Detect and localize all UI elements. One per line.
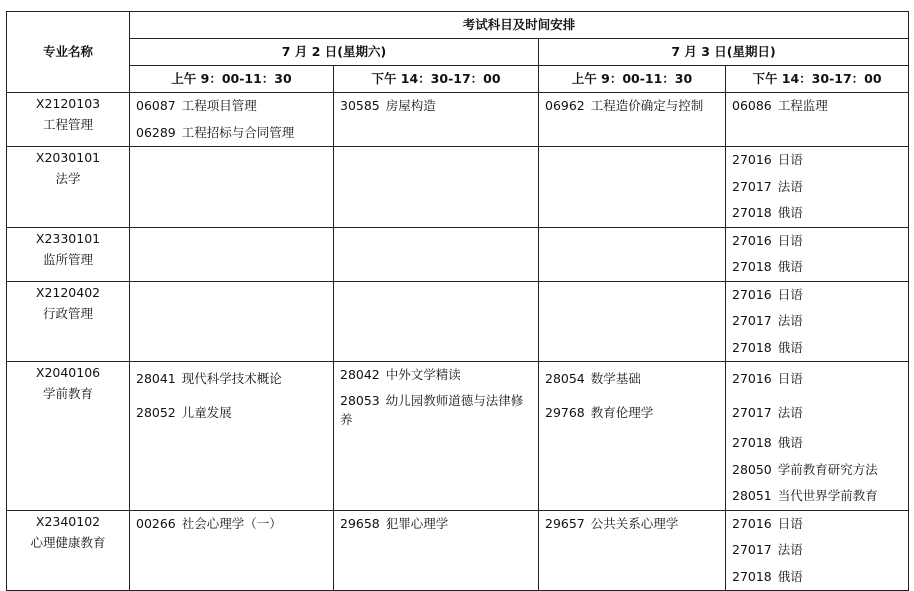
- course-name: 俄语: [777, 205, 803, 221]
- major-code: X2030101: [35, 150, 101, 165]
- course-code: 28054: [545, 371, 585, 387]
- course-code: 06289: [136, 124, 176, 140]
- table-row: [7, 281, 909, 362]
- course-code: 27018: [732, 259, 772, 275]
- major-cell: [7, 147, 130, 228]
- course-name: 日语: [777, 286, 803, 302]
- course-name: 幼儿园教师道德与法律修养: [340, 392, 524, 427]
- course-name: 数学基础: [590, 371, 641, 387]
- course-code: 27017: [732, 313, 772, 329]
- slot-cell: [130, 93, 334, 147]
- slot-cell: [726, 227, 909, 281]
- major-cell: [7, 281, 130, 362]
- slot-cell: [726, 510, 909, 591]
- slot-header-4: 下午 14：30-17：00: [726, 66, 909, 93]
- course-name: 法语: [777, 542, 803, 558]
- slot-cell: [130, 281, 334, 362]
- course-code: 27018: [732, 205, 772, 221]
- course-code: 06962: [545, 98, 585, 114]
- course-code: 27018: [732, 339, 772, 355]
- slot-header-2: 下午 14：30-17：00: [334, 66, 539, 93]
- course-code: 27016: [732, 515, 772, 531]
- day-header-2: 7 月 3 日(星期日): [539, 39, 909, 66]
- slot-header-1: 上午 9：00-11：30: [130, 66, 334, 93]
- table-row: [7, 362, 909, 511]
- exam-schedule-table: [6, 11, 909, 591]
- course-code: 27018: [732, 435, 772, 451]
- course-code: 28053: [340, 392, 380, 408]
- slot-cell: [539, 93, 726, 147]
- course-name: 犯罪心理学: [385, 515, 449, 531]
- course-name: 房屋构造: [385, 98, 436, 114]
- slot-cell: [539, 227, 726, 281]
- major-name: 工程管理: [42, 117, 93, 132]
- major-code: X2330101: [35, 230, 101, 246]
- course-name: 当代世界学前教育: [777, 488, 878, 504]
- slot-cell: [130, 510, 334, 591]
- major-code: X2340102: [35, 513, 101, 529]
- table-row: [7, 93, 909, 147]
- major-name: 心理健康教育: [30, 534, 106, 550]
- day-header-1: 7 月 2 日(星期六): [130, 39, 539, 66]
- slot-cell: [539, 362, 726, 511]
- course-code: 28042: [340, 367, 380, 383]
- course-code: 28050: [732, 461, 772, 477]
- course-code: 29657: [545, 515, 585, 531]
- slot-cell: [334, 227, 539, 281]
- course-code: 29768: [545, 405, 585, 421]
- major-name: 监所管理: [42, 251, 93, 267]
- table-row: [7, 510, 909, 591]
- course-name: 法语: [777, 405, 803, 421]
- slot-cell: [334, 147, 539, 228]
- course-name: 俄语: [777, 568, 803, 584]
- major-cell: [7, 93, 130, 147]
- slot-cell: [334, 93, 539, 147]
- course-name: 公共关系心理学: [590, 515, 679, 531]
- major-code: X2120402: [35, 284, 101, 300]
- course-code: 06087: [136, 98, 176, 114]
- course-code: 27016: [732, 152, 772, 168]
- slot-cell: [539, 147, 726, 228]
- course-code: 27017: [732, 542, 772, 558]
- slot-cell: [726, 281, 909, 362]
- major-column-header: 专业名称: [7, 12, 130, 93]
- slot-cell: [130, 147, 334, 228]
- major-cell: [7, 227, 130, 281]
- slot-cell: [726, 93, 909, 147]
- course-code: 27016: [732, 232, 772, 248]
- course-code: 28051: [732, 488, 772, 504]
- course-name: 日语: [777, 232, 803, 248]
- major-code: X2120103: [35, 96, 101, 111]
- table-row: [7, 227, 909, 281]
- course-name: 工程招标与合同管理: [181, 124, 295, 140]
- course-code: 27016: [732, 371, 772, 387]
- slot-cell: [539, 510, 726, 591]
- course-name: 工程监理: [777, 98, 828, 114]
- slot-cell: [334, 510, 539, 591]
- course-code: 00266: [136, 515, 176, 531]
- major-cell: [7, 510, 130, 591]
- slot-cell: [130, 227, 334, 281]
- course-name: 日语: [777, 152, 803, 168]
- major-cell: [7, 362, 130, 511]
- course-name: 法语: [777, 313, 803, 329]
- course-name: 工程造价确定与控制: [590, 98, 704, 114]
- slot-cell: [334, 362, 539, 511]
- course-code: 28041: [136, 371, 176, 387]
- course-name: 俄语: [777, 339, 803, 355]
- course-name: 俄语: [777, 435, 803, 451]
- course-name: 现代科学技术概论: [181, 371, 282, 387]
- slot-cell: [334, 281, 539, 362]
- course-name: 中外文学精读: [385, 367, 461, 383]
- major-name: 行政管理: [42, 305, 93, 321]
- course-code: 27018: [732, 568, 772, 584]
- course-name: 俄语: [777, 259, 803, 275]
- slot-cell: [539, 281, 726, 362]
- slot-header-3: 上午 9：00-11：30: [539, 66, 726, 93]
- course-code: 27017: [732, 405, 772, 421]
- course-code: 27017: [732, 178, 772, 194]
- course-code: 06086: [732, 98, 772, 114]
- course-code: 27016: [732, 286, 772, 302]
- course-name: 工程项目管理: [181, 98, 257, 114]
- course-code: 29658: [340, 515, 380, 531]
- major-name: 学前教育: [42, 386, 93, 401]
- course-name: 日语: [777, 515, 803, 531]
- course-name: 学前教育研究方法: [777, 461, 878, 477]
- slot-cell: [726, 147, 909, 228]
- major-name: 法学: [55, 171, 81, 186]
- course-name: 教育伦理学: [590, 405, 654, 421]
- course-code: 28052: [136, 405, 176, 421]
- course-code: 30585: [340, 98, 380, 114]
- major-code: X2040106: [35, 365, 101, 380]
- course-name: 儿童发展: [181, 405, 232, 421]
- slot-cell: [130, 362, 334, 511]
- schedule-title-header: 考试科目及时间安排: [130, 12, 909, 39]
- course-name: 社会心理学（一）: [181, 515, 282, 531]
- slot-cell: [726, 362, 909, 511]
- table-row: [7, 147, 909, 228]
- course-name: 法语: [777, 178, 803, 194]
- course-name: 日语: [777, 371, 803, 387]
